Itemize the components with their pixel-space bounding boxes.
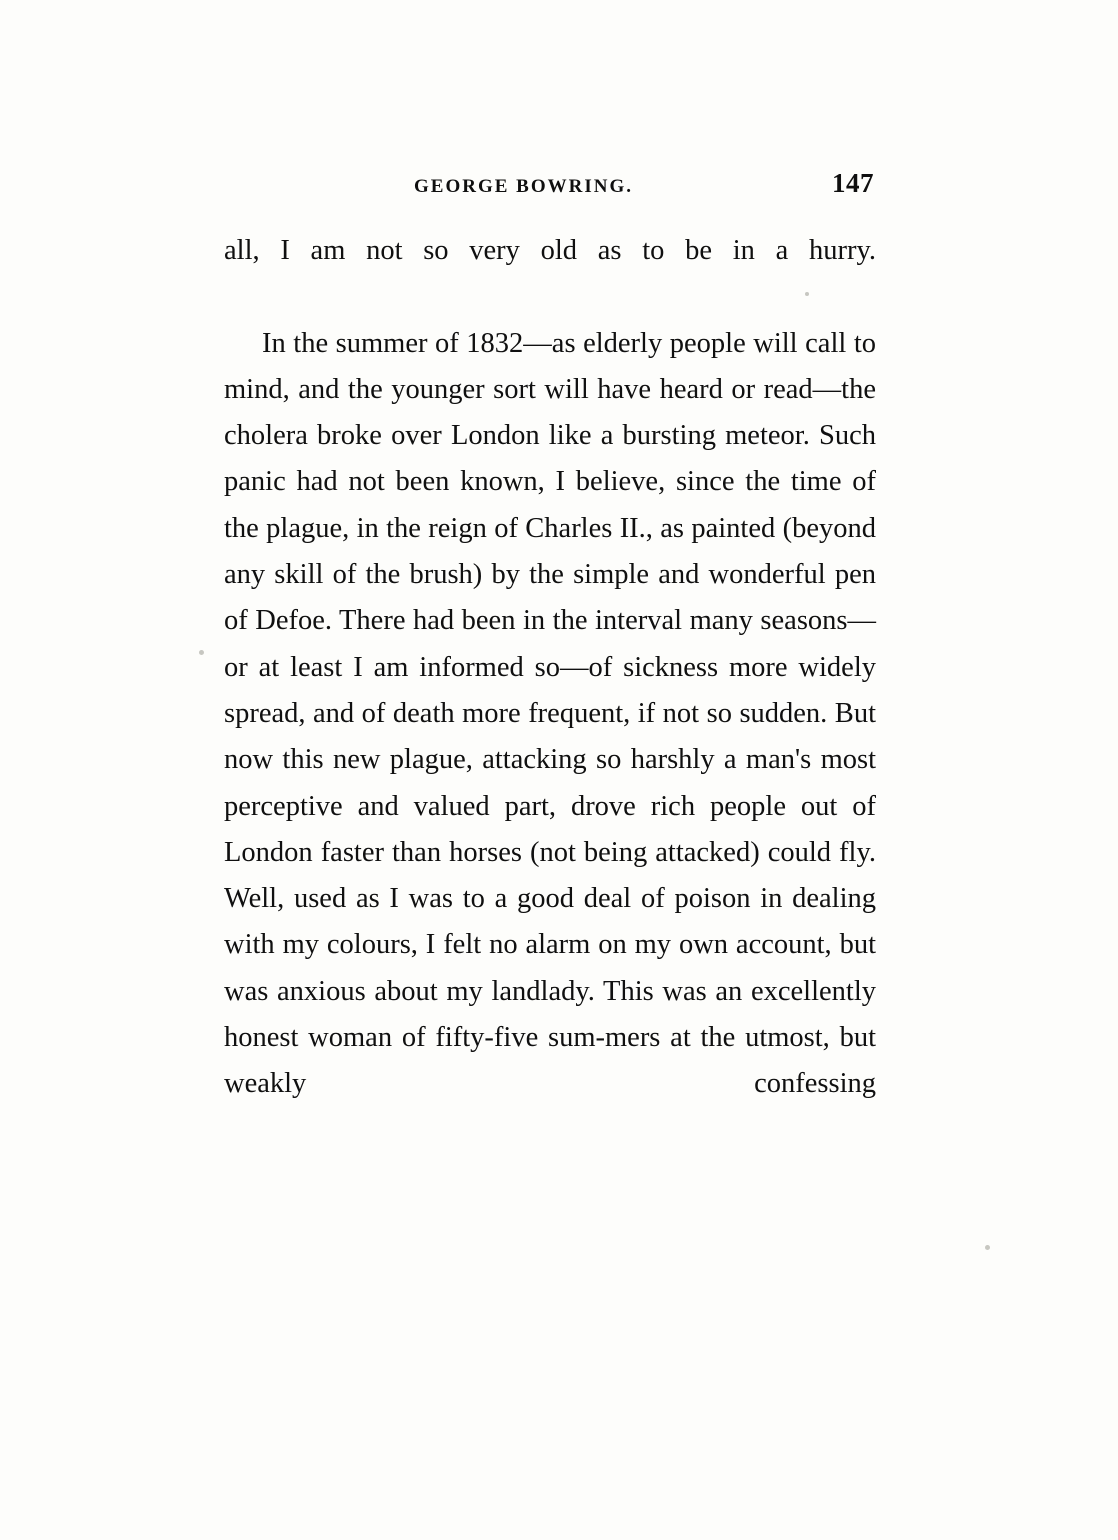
- running-head: GEORGE BOWRING.: [414, 176, 633, 197]
- scan-speckle: [985, 1245, 990, 1250]
- page-body-text: [224, 228, 876, 1154]
- page-number: 147: [832, 168, 874, 198]
- scan-speckle: [199, 650, 204, 655]
- scan-speckle: [805, 292, 809, 296]
- paragraph-continuation: all, I am not so very old as to be in a hurry.: [224, 235, 876, 266]
- page-header: [224, 168, 874, 199]
- paragraph: In the summer of 1832—as elderly people will call to mind, and the younger sort will have heard or read—the cholera broke over London like a bursting meteor. Such panic had not been known, I believe, since the time of the plague, in the reign of Charles II., as painted (beyond any skill of the brush) by the simple and wonderful pen of Defoe. There had been in the interval many seasons—or at least I am informed so—of sickness more widely spread, and of death more frequent, if not so sudden. But now this new plague, attacking so harshly a man's most perceptive and valued part, drove rich people out of London faster than horses (not being attacked) could fly. Well, used as I was to a good deal of poison in dealing with my colours, I felt no alarm on my own account, but was anxious about my landlady. This was an excellently honest woman of fifty-five sum-mers at the utmost, but weakly confessing: [224, 327, 876, 1100]
